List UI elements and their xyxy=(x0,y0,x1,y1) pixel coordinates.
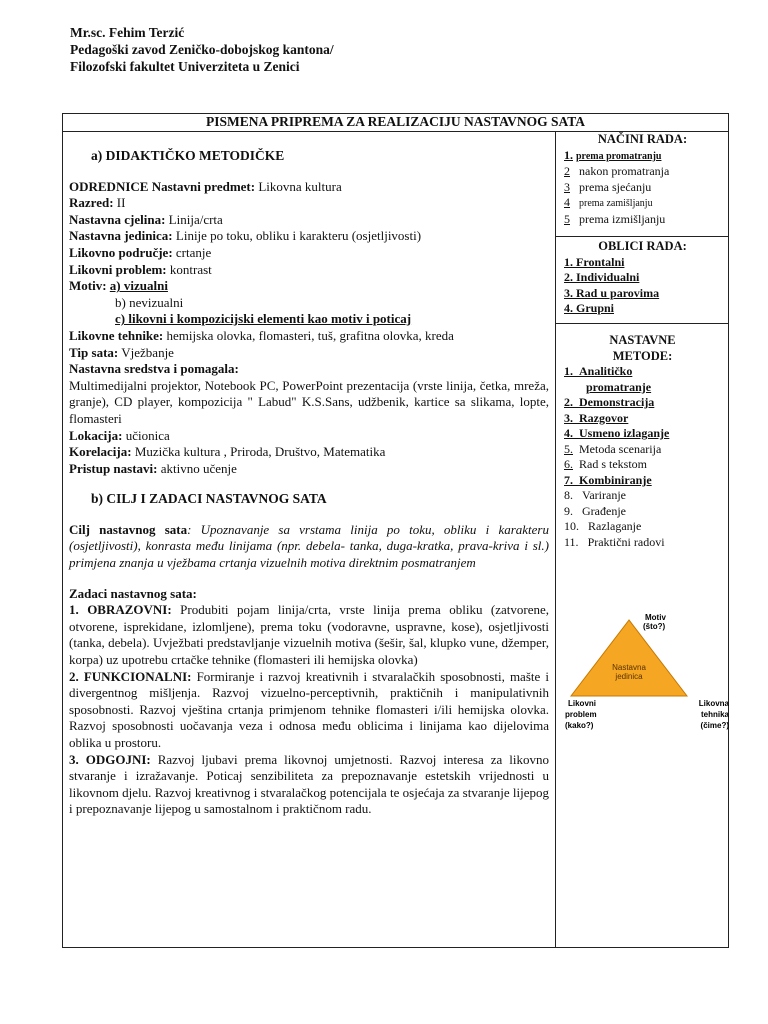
motiv-b: b) nevizualni xyxy=(115,294,184,310)
metode-item xyxy=(556,380,729,396)
metode-label: Metoda scenarija xyxy=(579,441,662,456)
triangle-shape xyxy=(571,620,687,696)
cjelina-value: Linija/crta xyxy=(165,211,223,227)
nacini-num: 2 xyxy=(564,164,570,178)
metode-item xyxy=(556,426,729,442)
oblici-rada-block xyxy=(556,239,729,317)
center-label-1: Nastavna xyxy=(612,663,646,672)
pristup-label: Pristup nastavi: xyxy=(69,460,158,476)
nacini-item xyxy=(556,195,729,212)
nacini-item xyxy=(556,212,729,228)
metode-label: Građenje xyxy=(582,503,626,518)
author-name: Mr.sc. Fehim Terzić xyxy=(70,25,185,40)
pristup-line xyxy=(69,461,549,478)
nacini-num: 1. xyxy=(564,147,573,162)
metode-num: 6. xyxy=(564,457,573,471)
oblici-item: 1. Frontalni xyxy=(564,254,625,269)
odgojni-paragraph xyxy=(69,752,549,818)
main-column xyxy=(69,148,549,818)
sredstva-value: Multimedijalni projektor, Notebook PC, PowerPoint prezentacija (vrste linija, četka, mreža, granje), CD player, kompozicija " Labud" K.S.Sans, udžbenik, kartice sa slikama, lopte, flomasteri xyxy=(69,377,549,426)
left-label-3: (kako?) xyxy=(565,721,594,730)
predmet-line xyxy=(69,179,549,196)
funkcionalni-text: Formiranje i razvoj kreativnih i stvaralačkih sposobnosti, mašte i divergentnog mišljenja. Razvoj vizuelno-perceptivnih, praktičnih i manipulativnih sposobnosti. Razvoj vještina crtanja primjenom tehnike flomasteri i/ili hemijska olovka. Razvoj sposobnosti uočavanja veza i odnosa među oblicima i linijama kao dijelovima oblika u prostoru. xyxy=(69,668,549,750)
obrazovni-text: Produbiti pojam linija/crta, vrste linija prema obliku (zatvorene, otvorene, isprekidane, izlomljene), prema toku (vodoravne, uspravne, kose), osjetljivosti (tanka, debela). Uvježbati predstavljanje vizuelnih motiva (šešir, šal, klupko vune, džemper, korpa) uz upotrebu crtačke tehnike (flomasteri ili hemijska olovka) xyxy=(69,602,549,668)
metode-num: 7. xyxy=(564,472,573,487)
korelacija-label: Korelacija: xyxy=(69,444,132,460)
cilj-text: : Upoznavanje sa vrstama linija po toku, obliku i karakteru (osjetljivosti), konrasta među linijama (npr. debela- tanka, duga-kratka, prava-kriva i sl.) primjena znanja u vježbama crtanja vizuelnih motiva direktnim posmatranjem xyxy=(69,521,549,571)
side-separator xyxy=(556,236,729,237)
predmet-label: ODREDNICE Nastavni predmet: xyxy=(69,178,256,194)
metode-heading-2: METODE: xyxy=(612,348,673,363)
motiv-label: Motiv: xyxy=(69,278,110,294)
metode-item xyxy=(556,473,729,489)
triangle-diagram xyxy=(563,612,729,738)
nacini-label: prema zamišljanju xyxy=(579,198,653,209)
jedinica-line xyxy=(69,228,549,245)
metode-label: Kombiniranje xyxy=(579,472,652,487)
nacini-label: prema sjećanju xyxy=(579,179,652,194)
motiv-a: a) vizualni xyxy=(109,278,168,294)
tip-line xyxy=(69,345,549,362)
problem-label: Likovni problem: xyxy=(69,261,167,277)
podrucje-label: Likovno područje: xyxy=(69,244,173,260)
lokacija-value: učionica xyxy=(122,427,170,443)
section-b-heading: b) CILJ I ZADACI NASTAVNOG SATA xyxy=(91,491,327,507)
nacini-rada-block xyxy=(556,132,729,227)
nacini-label: prema promatranju xyxy=(576,150,662,162)
nacini-num: 5 xyxy=(564,211,570,226)
metode-label: Analitičko xyxy=(579,364,633,378)
metode-item xyxy=(556,504,729,520)
motiv-line xyxy=(69,278,549,295)
podrucje-value: crtanje xyxy=(172,244,212,260)
lokacija-line xyxy=(69,428,549,445)
metode-label: promatranje xyxy=(586,379,652,394)
odgojni-text: Razvoj ljubavi prema likovnoj umjetnosti. Razvoj interesa za likovno stvaranje i izražavanje. Poticaj senzibiliteta za prepoznavanje estetskih vrijednosti u likovnom djelu. Razvoj kreativnog i stvaralačkog potencijala te osjećaja za stvaranje lijepog i prepoznavanje lijepog u samostalnom i praktičnom radu. xyxy=(69,751,549,817)
metode-num: 1. xyxy=(564,364,573,378)
metode-num: 10. xyxy=(564,519,579,533)
funkcionalni-label: 2. FUNKCIONALNI: xyxy=(69,668,192,684)
metode-label: Razgovor xyxy=(579,410,629,425)
sredstva-label: Nastavna sredstva i pomagala: xyxy=(69,361,239,377)
jedinica-value: Linije po toku, obliku i karakteru (osjetljivosti) xyxy=(172,228,422,244)
metode-item xyxy=(556,442,729,458)
metode-num: 4. xyxy=(564,426,573,440)
document-header xyxy=(70,24,334,75)
tehnike-label: Likovne tehnike: xyxy=(69,327,164,343)
obrazovni-label: 1. OBRAZOVNI: xyxy=(69,602,172,618)
pristup-value: aktivno učenje xyxy=(157,460,237,476)
problem-value: kontrast xyxy=(166,261,212,277)
nacini-label: prema izmišljanju xyxy=(579,211,666,226)
metode-num: 11. xyxy=(564,534,579,549)
metode-item xyxy=(556,535,729,551)
nacini-heading: NAČINI RADA: xyxy=(597,132,688,146)
metode-label: Razlaganje xyxy=(588,519,642,533)
lokacija-label: Lokacija: xyxy=(69,427,123,443)
razred-line xyxy=(69,195,549,212)
tehnike-value: hemijska olovka, flomasteri, tuš, grafitna olovka, kreda xyxy=(163,327,454,343)
cjelina-label: Nastavna cjelina: xyxy=(69,211,166,227)
razred-label: Razred: xyxy=(69,195,114,211)
metode-item xyxy=(556,364,729,380)
center-label-2: jedinica xyxy=(615,672,643,681)
cilj-label: Cilj nastavnog sata xyxy=(69,521,188,537)
metode-num: 3. xyxy=(564,410,573,425)
nacini-label: nakon promatranja xyxy=(579,164,670,178)
nacini-item xyxy=(556,180,729,196)
odgojni-label: 3. ODGOJNI: xyxy=(69,751,151,767)
side-separator xyxy=(556,323,729,324)
top-label-1: Motiv xyxy=(645,613,666,622)
obrazovni-paragraph xyxy=(69,602,549,668)
metode-label: Usmeno izlaganje xyxy=(579,426,670,440)
metode-label: Demonstracija xyxy=(579,395,655,409)
problem-line xyxy=(69,262,549,279)
razred-value: II xyxy=(113,195,126,211)
metode-block xyxy=(556,333,729,550)
institution-1: Pedagoški zavod Zeničko-dobojskog kantona/ xyxy=(70,42,334,57)
right-label-1: Likovna xyxy=(698,699,729,708)
section-a-heading: a) DIDAKTIČKO METODIČKE xyxy=(91,148,285,163)
metode-num: 5. xyxy=(564,441,573,456)
metode-num: 9. xyxy=(564,503,573,518)
zadaci-label: Zadaci nastavnog sata: xyxy=(69,585,197,601)
jedinica-label: Nastavna jedinica: xyxy=(69,228,173,244)
metode-item xyxy=(556,488,729,504)
motiv-c: c) likovni i kompozicijski elementi kao motiv i poticaj xyxy=(115,311,412,327)
metode-num: 2. xyxy=(564,395,573,409)
korelacija-value: Muzička kultura , Priroda, Društvo, Matematika xyxy=(131,444,386,460)
right-label-2: tehnika xyxy=(700,710,729,719)
oblici-item: 3. Rad u parovima xyxy=(564,285,660,300)
podrucje-line xyxy=(69,245,549,262)
top-label-2: (što?) xyxy=(643,622,666,631)
predmet-value: Likovna kultura xyxy=(255,178,342,194)
cjelina-line xyxy=(69,212,549,229)
right-label-3: (čime?) xyxy=(700,721,729,730)
metode-item xyxy=(556,519,729,535)
nacini-item xyxy=(556,148,729,165)
metode-label: Praktični radovi xyxy=(587,534,665,549)
metode-heading-1: NASTAVNE xyxy=(609,333,676,347)
nacini-item xyxy=(556,164,729,180)
metode-item xyxy=(556,395,729,411)
oblici-heading: OBLICI RADA: xyxy=(598,239,687,253)
cilj-paragraph xyxy=(69,522,549,572)
tip-label: Tip sata: xyxy=(69,344,119,360)
nacini-num: 4 xyxy=(564,195,570,209)
metode-item xyxy=(556,411,729,427)
left-label-2: problem xyxy=(565,710,597,719)
metode-label: Rad s tekstom xyxy=(579,457,647,471)
tehnike-line xyxy=(69,328,549,345)
funkcionalni-paragraph xyxy=(69,669,549,752)
triangle-svg xyxy=(563,612,729,738)
nacini-num: 3 xyxy=(564,179,570,194)
metode-item xyxy=(556,457,729,473)
institution-2: Filozofski fakultet Univerziteta u Zenici xyxy=(70,59,300,74)
left-label-1: Likovni xyxy=(568,699,597,708)
metode-label: Variranje xyxy=(582,488,626,502)
metode-num: 8. xyxy=(564,488,573,502)
oblici-item: 2. Individualni xyxy=(564,270,640,284)
oblici-item: 4. Grupni xyxy=(564,301,615,315)
tip-value: Vježbanje xyxy=(118,344,174,360)
page-title: PISMENA PRIPREMA ZA REALIZACIJU NASTAVNOG SATA xyxy=(206,114,585,129)
korelacija-line xyxy=(69,444,549,461)
